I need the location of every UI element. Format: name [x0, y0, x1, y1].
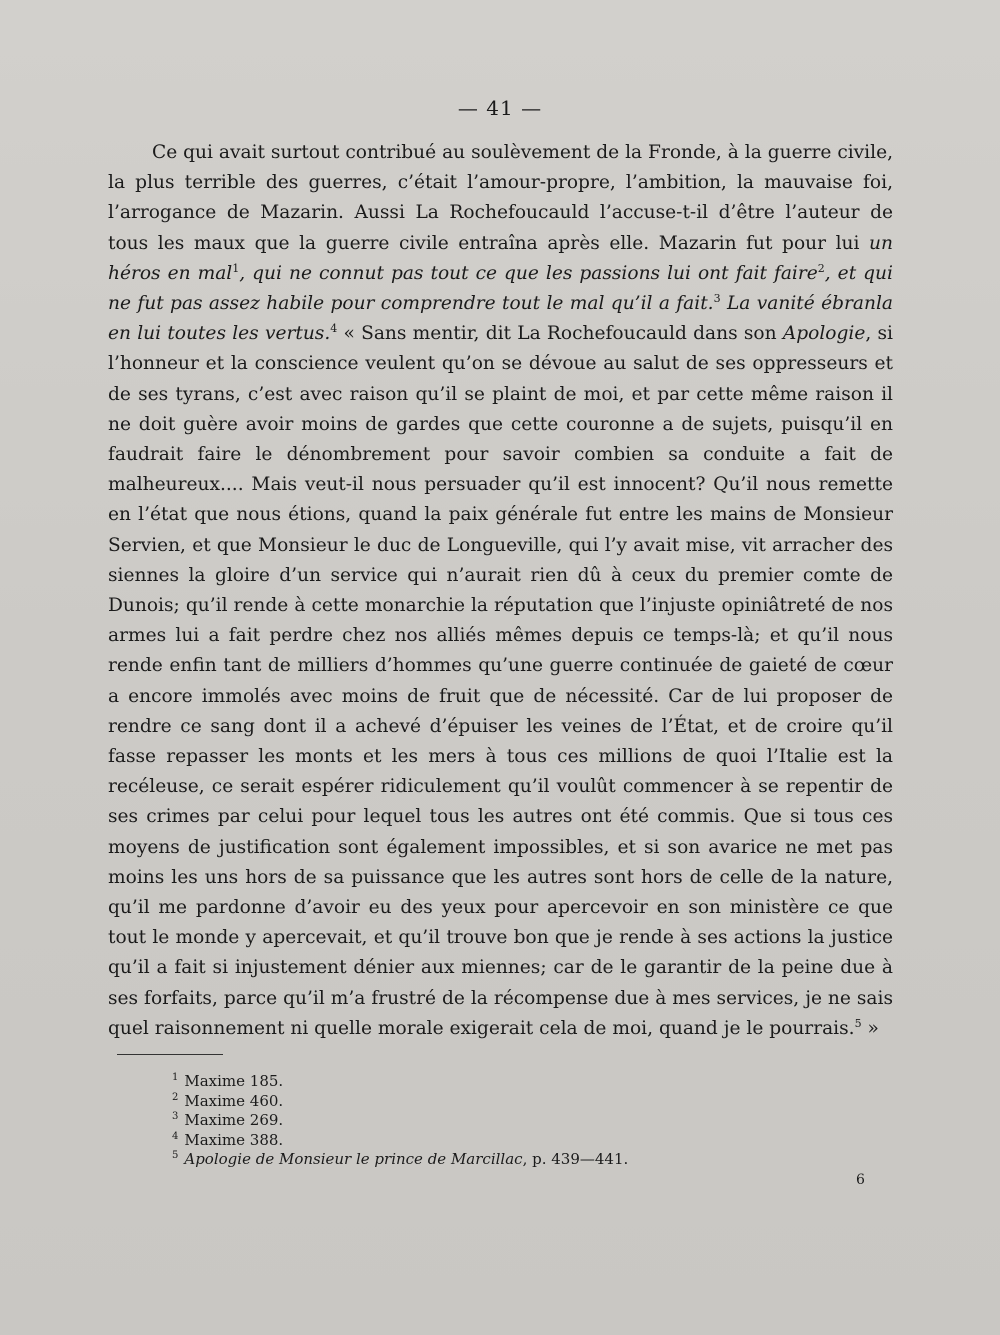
- book-title: Apologie: [782, 323, 866, 345]
- footnote-ref-4: 4: [330, 322, 338, 336]
- footnote-mark: 5: [172, 1150, 179, 1162]
- text-run: , si l’honneur et la conscience veulent qu’on se dévoue au salut de ses oppresseurs et de ses tyrans, c’est avec raison qu’il se plaint de moi, et par cette même raison il ne doit guère avoir moins de gardes que cette couronne a de sujets, puisqu’il en faudrait faire le dénombrement pour savoir combien sa conduite a fait de malheureux.... Mais veut-il nous persuader qu’il est innocent? Qu’il nous remette en l’état que nous étions, quand la paix générale fut entre les mains de Monsieur Servien, et que Monsieur le duc de Longueville, qui l’y avait mise, vit arracher des siennes la gloire d’un service qui n’aurait rien dû à ceux du premier comte de Dunois; qu’il rende à cette monarchie la réputation que l’injuste opiniâtreté de nos armes lui a fait perdre chez nos alliés mêmes depuis ce temps-là; et qu’il nous rende enfin tant de milliers d’hommes qu’une guerre continuée de gaieté de cœur a encore immolés avec moins de fruit que de nécessité. Car de lui proposer de rendre ce sang dont il a achevé d’épuiser les veines de l’État, et de croire qu’il fasse repasser les monts et les mers à tous ces millions de quoi l’Italie est la recéleuse, ce serait espérer ridiculement qu’il voulût commencer à se repentir de ses crimes par celui pour lequel tous les autres ont été commis. Que si tous ces moyens de justification sont également impossibles, et si son avarice ne met pas moins les uns hors de sa puissance que les autres sont hors de celle de la nature, qu’il me pardonne d’avoir eu des yeux pour apercevoir en son ministère ce que tout le monde y apercevait, et qu’il trouve bon que je rende à ses actions la justice qu’il a fait si injustement dénier aux miennes; car de le garantir de la peine due à ses forfaits, parce qu’il m’a frustré de la récompense due à mes services, je ne sais quel raisonnement ni quelle morale exigerait cela de moi, quand je le pourrais.: [108, 323, 893, 1039]
- quote-italic: un héros en mal: [108, 232, 893, 284]
- page-number: — 41 —: [457, 96, 543, 120]
- footnote-text: Maxime 269.: [184, 1111, 284, 1130]
- closing-quote: »: [861, 1017, 879, 1039]
- footnotes: [172, 1072, 732, 1170]
- footnote-item: [172, 1150, 732, 1170]
- footnote-mark: 1: [172, 1072, 179, 1083]
- footnote-mark: 3: [172, 1111, 179, 1123]
- footnote-item: [172, 1072, 732, 1092]
- footnote-divider: [117, 1054, 223, 1055]
- footnote-item: [172, 1092, 732, 1112]
- footnote-mark: 4: [172, 1130, 179, 1142]
- signature-mark: 6: [856, 1172, 865, 1188]
- footnote-ref-5: 5: [854, 1016, 862, 1030]
- footnote-text: Maxime 460.: [184, 1091, 284, 1110]
- footnote-text: Maxime 185.: [184, 1072, 284, 1090]
- quote-italic: , et qui ne fut pas assez habile pour comprendre tout le mal qu’il a fait.: [108, 262, 893, 315]
- quote-italic: La vanité ébranla en lui toutes les vertus.: [108, 293, 893, 345]
- text-run: « Sans mentir, dit La Rochefoucauld dans son: [337, 323, 783, 345]
- footnote-ref-3: 3: [713, 291, 721, 305]
- footnote-text: Maxime 388.: [184, 1130, 284, 1149]
- quote-italic: , qui ne connut pas tout ce que les passions lui ont fait faire: [239, 262, 818, 284]
- footnote-item: [172, 1111, 732, 1131]
- footnote-ref-2: 2: [817, 261, 825, 275]
- footnote-item: [172, 1131, 732, 1151]
- footnote-text: , p. 439—441.: [522, 1150, 629, 1169]
- footnote-title: Apologie de Monsieur le prince de Marcillac: [184, 1150, 523, 1169]
- text-run: Ce qui avait surtout contribué au soulèvement de la Fronde, à la guerre civile, la plus terrible des guerres, c’était l’amour-propre, l’ambition, la mauvaise foi, l’arrogance de Mazarin. Aussi La Rochefoucauld l’accuse-t-il d’être l’auteur de tous les maux que la guerre civile entraîna après elle. Mazarin fut pour lui: [108, 142, 893, 254]
- body-text: [108, 138, 893, 1044]
- footnote-ref-1: 1: [232, 261, 240, 275]
- paragraph: [108, 138, 893, 1044]
- footnote-mark: 2: [172, 1091, 179, 1103]
